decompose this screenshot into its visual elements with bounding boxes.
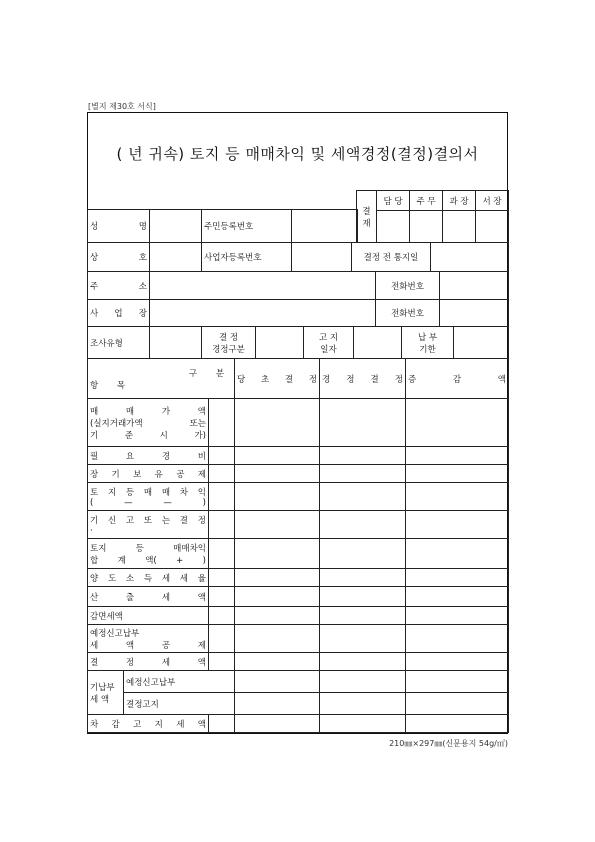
paid-notice-label: 결정고지 bbox=[124, 693, 235, 715]
total-line1: 토지 등 매매차익 bbox=[90, 543, 206, 554]
total-gain-change[interactable] bbox=[406, 539, 509, 569]
address-table bbox=[87, 271, 509, 327]
balance-tax-subcell bbox=[209, 715, 235, 733]
balance-tax-original[interactable] bbox=[235, 715, 320, 733]
paid-prelim-change[interactable] bbox=[406, 671, 509, 693]
notice-label-line1: 고 지 bbox=[318, 332, 339, 343]
decided-tax-change[interactable] bbox=[406, 653, 509, 671]
category-header-bottom: 항 목 bbox=[90, 380, 134, 391]
necessary-expenses-label: 필 요 경 비 bbox=[88, 447, 209, 465]
phone-label-2: 전화번호 bbox=[376, 300, 440, 327]
sale-price-subcell bbox=[209, 399, 235, 447]
sale-price-change[interactable] bbox=[406, 399, 509, 447]
name-label: 성 명 bbox=[88, 210, 150, 243]
sale-price-original[interactable] bbox=[235, 399, 320, 447]
decision-notice-field[interactable] bbox=[431, 243, 509, 272]
tax-reduction-original[interactable] bbox=[235, 607, 320, 625]
sale-price-label bbox=[88, 399, 209, 447]
approval-header-director: 서 장 bbox=[476, 191, 509, 211]
prelim-deduction-subcell bbox=[209, 625, 235, 653]
prelim-deduction-change[interactable] bbox=[406, 625, 509, 653]
approval-sign-chief[interactable] bbox=[410, 211, 443, 243]
decided-tax-subcell bbox=[209, 653, 235, 671]
category-header bbox=[88, 359, 235, 399]
approval-header-staff: 담 당 bbox=[377, 191, 410, 211]
transfer-tax-change[interactable] bbox=[406, 569, 509, 587]
paid-prelim-revised[interactable] bbox=[320, 671, 406, 693]
biz-reg-field[interactable] bbox=[292, 243, 352, 272]
notice-date-field[interactable] bbox=[354, 327, 402, 359]
decision-type-label bbox=[202, 327, 256, 359]
long-term-deduction-change[interactable] bbox=[406, 465, 509, 483]
computed-tax-revised[interactable] bbox=[320, 587, 406, 607]
gain-original[interactable] bbox=[235, 483, 320, 511]
form-number-label: [별지 제30호 서식] bbox=[88, 102, 156, 111]
paid-tax-label bbox=[88, 671, 124, 715]
rrn-field[interactable] bbox=[292, 210, 358, 243]
prelim-deduction-original[interactable] bbox=[235, 625, 320, 653]
survey-type-field[interactable] bbox=[150, 327, 202, 359]
payment-deadline-field[interactable] bbox=[454, 327, 509, 359]
paid-prelim-label: 예정신고납부 bbox=[124, 671, 235, 693]
decision-label-line1: 결 정 bbox=[218, 332, 239, 343]
gain-change[interactable] bbox=[406, 483, 509, 511]
necessary-expenses-subcell bbox=[209, 447, 235, 465]
workplace-label: 사 업 장 bbox=[88, 300, 150, 327]
paid-notice-change[interactable] bbox=[406, 693, 509, 715]
form-title: ( 년 귀속) 토지 등 매매차익 및 세액경정(결정)결의서 bbox=[116, 145, 479, 163]
reported-line1: 기 신 고 또 는 결 정 bbox=[90, 515, 206, 526]
phone-field-1[interactable] bbox=[440, 272, 509, 300]
transfer-tax-label: 양 도 소 득 세 세 율 bbox=[88, 569, 209, 587]
necessary-expenses-revised[interactable] bbox=[320, 447, 406, 465]
paid-notice-revised[interactable] bbox=[320, 693, 406, 715]
decision-label-line2: 경정구분 bbox=[212, 344, 245, 355]
long-term-deduction-label: 장 기 보 유 공 제 bbox=[88, 465, 209, 483]
necessary-expenses-original[interactable] bbox=[235, 447, 320, 465]
long-term-deduction-revised[interactable] bbox=[320, 465, 406, 483]
tax-reduction-revised[interactable] bbox=[320, 607, 406, 625]
transfer-tax-subcell bbox=[209, 569, 235, 587]
tax-reduction-label: 감면세액 bbox=[88, 607, 209, 625]
prelim-line1: 예정신고납부 bbox=[90, 628, 140, 639]
name-field[interactable] bbox=[150, 210, 202, 243]
reported-revised[interactable] bbox=[320, 511, 406, 539]
reported-original[interactable] bbox=[235, 511, 320, 539]
gain-label bbox=[88, 483, 209, 511]
reported-subcell bbox=[209, 511, 235, 539]
sale-line1: 매 매 가 액 bbox=[90, 406, 206, 417]
phone-label-1: 전화번호 bbox=[376, 272, 440, 300]
gain-line1: 토 지 등 매 매 차 익 bbox=[90, 487, 206, 498]
revised-decision-header: 경 정 결 정 bbox=[320, 359, 406, 399]
computed-tax-label: 산 출 세 액 bbox=[88, 587, 209, 607]
tax-reduction-subcell bbox=[209, 607, 235, 625]
sale-line2: (실지거래가액 또는 bbox=[90, 418, 206, 429]
prelim-line2: 세 액 공 제 bbox=[90, 640, 206, 651]
original-decision-header: 당 초 결 정 bbox=[235, 359, 320, 399]
address-field[interactable] bbox=[150, 272, 376, 300]
total-gain-original[interactable] bbox=[235, 539, 320, 569]
transfer-tax-original[interactable] bbox=[235, 569, 320, 587]
phone-field-2[interactable] bbox=[440, 300, 509, 327]
approval-side-label: 결 재 bbox=[357, 191, 377, 243]
reported-change[interactable] bbox=[406, 511, 509, 539]
long-term-deduction-original[interactable] bbox=[235, 465, 320, 483]
approval-header-chief: 주 무 bbox=[410, 191, 443, 211]
payment-label-line1: 납 부 bbox=[417, 332, 438, 343]
prelim-deduction-revised[interactable] bbox=[320, 625, 406, 653]
sale-line3: 기 준 시 가) bbox=[90, 430, 206, 441]
approval-sign-director[interactable] bbox=[476, 211, 509, 243]
trade-name-field[interactable] bbox=[150, 243, 202, 272]
payment-deadline-label bbox=[402, 327, 454, 359]
paid-line2: 세 액 bbox=[90, 694, 110, 705]
transfer-tax-revised[interactable] bbox=[320, 569, 406, 587]
biz-reg-label: 사업자등록번호 bbox=[202, 243, 292, 272]
total-gain-label bbox=[88, 539, 209, 569]
balance-tax-revised[interactable] bbox=[320, 715, 406, 733]
approval-sign-section[interactable] bbox=[443, 211, 476, 243]
paper-spec-footer: 210㎜×297㎜(신문용지 54g/㎡) bbox=[389, 739, 508, 748]
tax-reduction-change[interactable] bbox=[406, 607, 509, 625]
necessary-expenses-change[interactable] bbox=[406, 447, 509, 465]
gain-revised[interactable] bbox=[320, 483, 406, 511]
sale-price-revised[interactable] bbox=[320, 399, 406, 447]
reported-label bbox=[88, 511, 209, 539]
total-gain-revised[interactable] bbox=[320, 539, 406, 569]
payment-label-line2: 기한 bbox=[419, 344, 436, 355]
gain-line2: ( — — ) bbox=[90, 497, 206, 508]
identity-table-2 bbox=[87, 242, 509, 272]
survey-table bbox=[87, 326, 509, 359]
long-term-deduction-subcell bbox=[209, 465, 235, 483]
gain-subcell bbox=[209, 483, 235, 511]
balance-tax-change[interactable] bbox=[406, 715, 509, 733]
address-label: 주 소 bbox=[88, 272, 150, 300]
approval-table bbox=[356, 190, 509, 243]
total-line2: 합 계 액( + ) bbox=[90, 555, 206, 566]
trade-name-label: 상 호 bbox=[88, 243, 150, 272]
decided-tax-label: 결 정 세 액 bbox=[88, 653, 209, 671]
decision-notice-label: 결정 전 통지일 bbox=[352, 243, 431, 272]
notice-date-label bbox=[304, 327, 354, 359]
paid-line1: 기납부 bbox=[90, 682, 115, 693]
approval-sign-staff[interactable] bbox=[377, 211, 410, 243]
survey-type-label: 조사유형 bbox=[88, 327, 150, 359]
total-gain-subcell bbox=[209, 539, 235, 569]
workplace-field[interactable] bbox=[150, 300, 376, 327]
computed-tax-change[interactable] bbox=[406, 587, 509, 607]
balance-tax-label: 차 감 고 지 세 액 bbox=[88, 715, 209, 733]
decided-tax-original[interactable] bbox=[235, 653, 320, 671]
computed-tax-original[interactable] bbox=[235, 587, 320, 607]
notice-label-line2: 일자 bbox=[320, 344, 337, 355]
calculation-table bbox=[87, 358, 509, 733]
change-amount-header: 증 감 액 bbox=[406, 359, 509, 399]
prelim-deduction-label bbox=[88, 625, 209, 653]
category-header-top: 구 분 bbox=[188, 368, 233, 379]
decided-tax-revised[interactable] bbox=[320, 653, 406, 671]
paid-notice-original[interactable] bbox=[235, 693, 320, 715]
paid-prelim-original[interactable] bbox=[235, 671, 320, 693]
reported-line2: · bbox=[90, 525, 93, 536]
decision-type-field[interactable] bbox=[256, 327, 304, 359]
identity-table bbox=[87, 209, 358, 243]
rrn-label: 주민등록번호 bbox=[202, 210, 292, 243]
approval-header-section: 과 장 bbox=[443, 191, 476, 211]
computed-tax-subcell bbox=[209, 587, 235, 607]
